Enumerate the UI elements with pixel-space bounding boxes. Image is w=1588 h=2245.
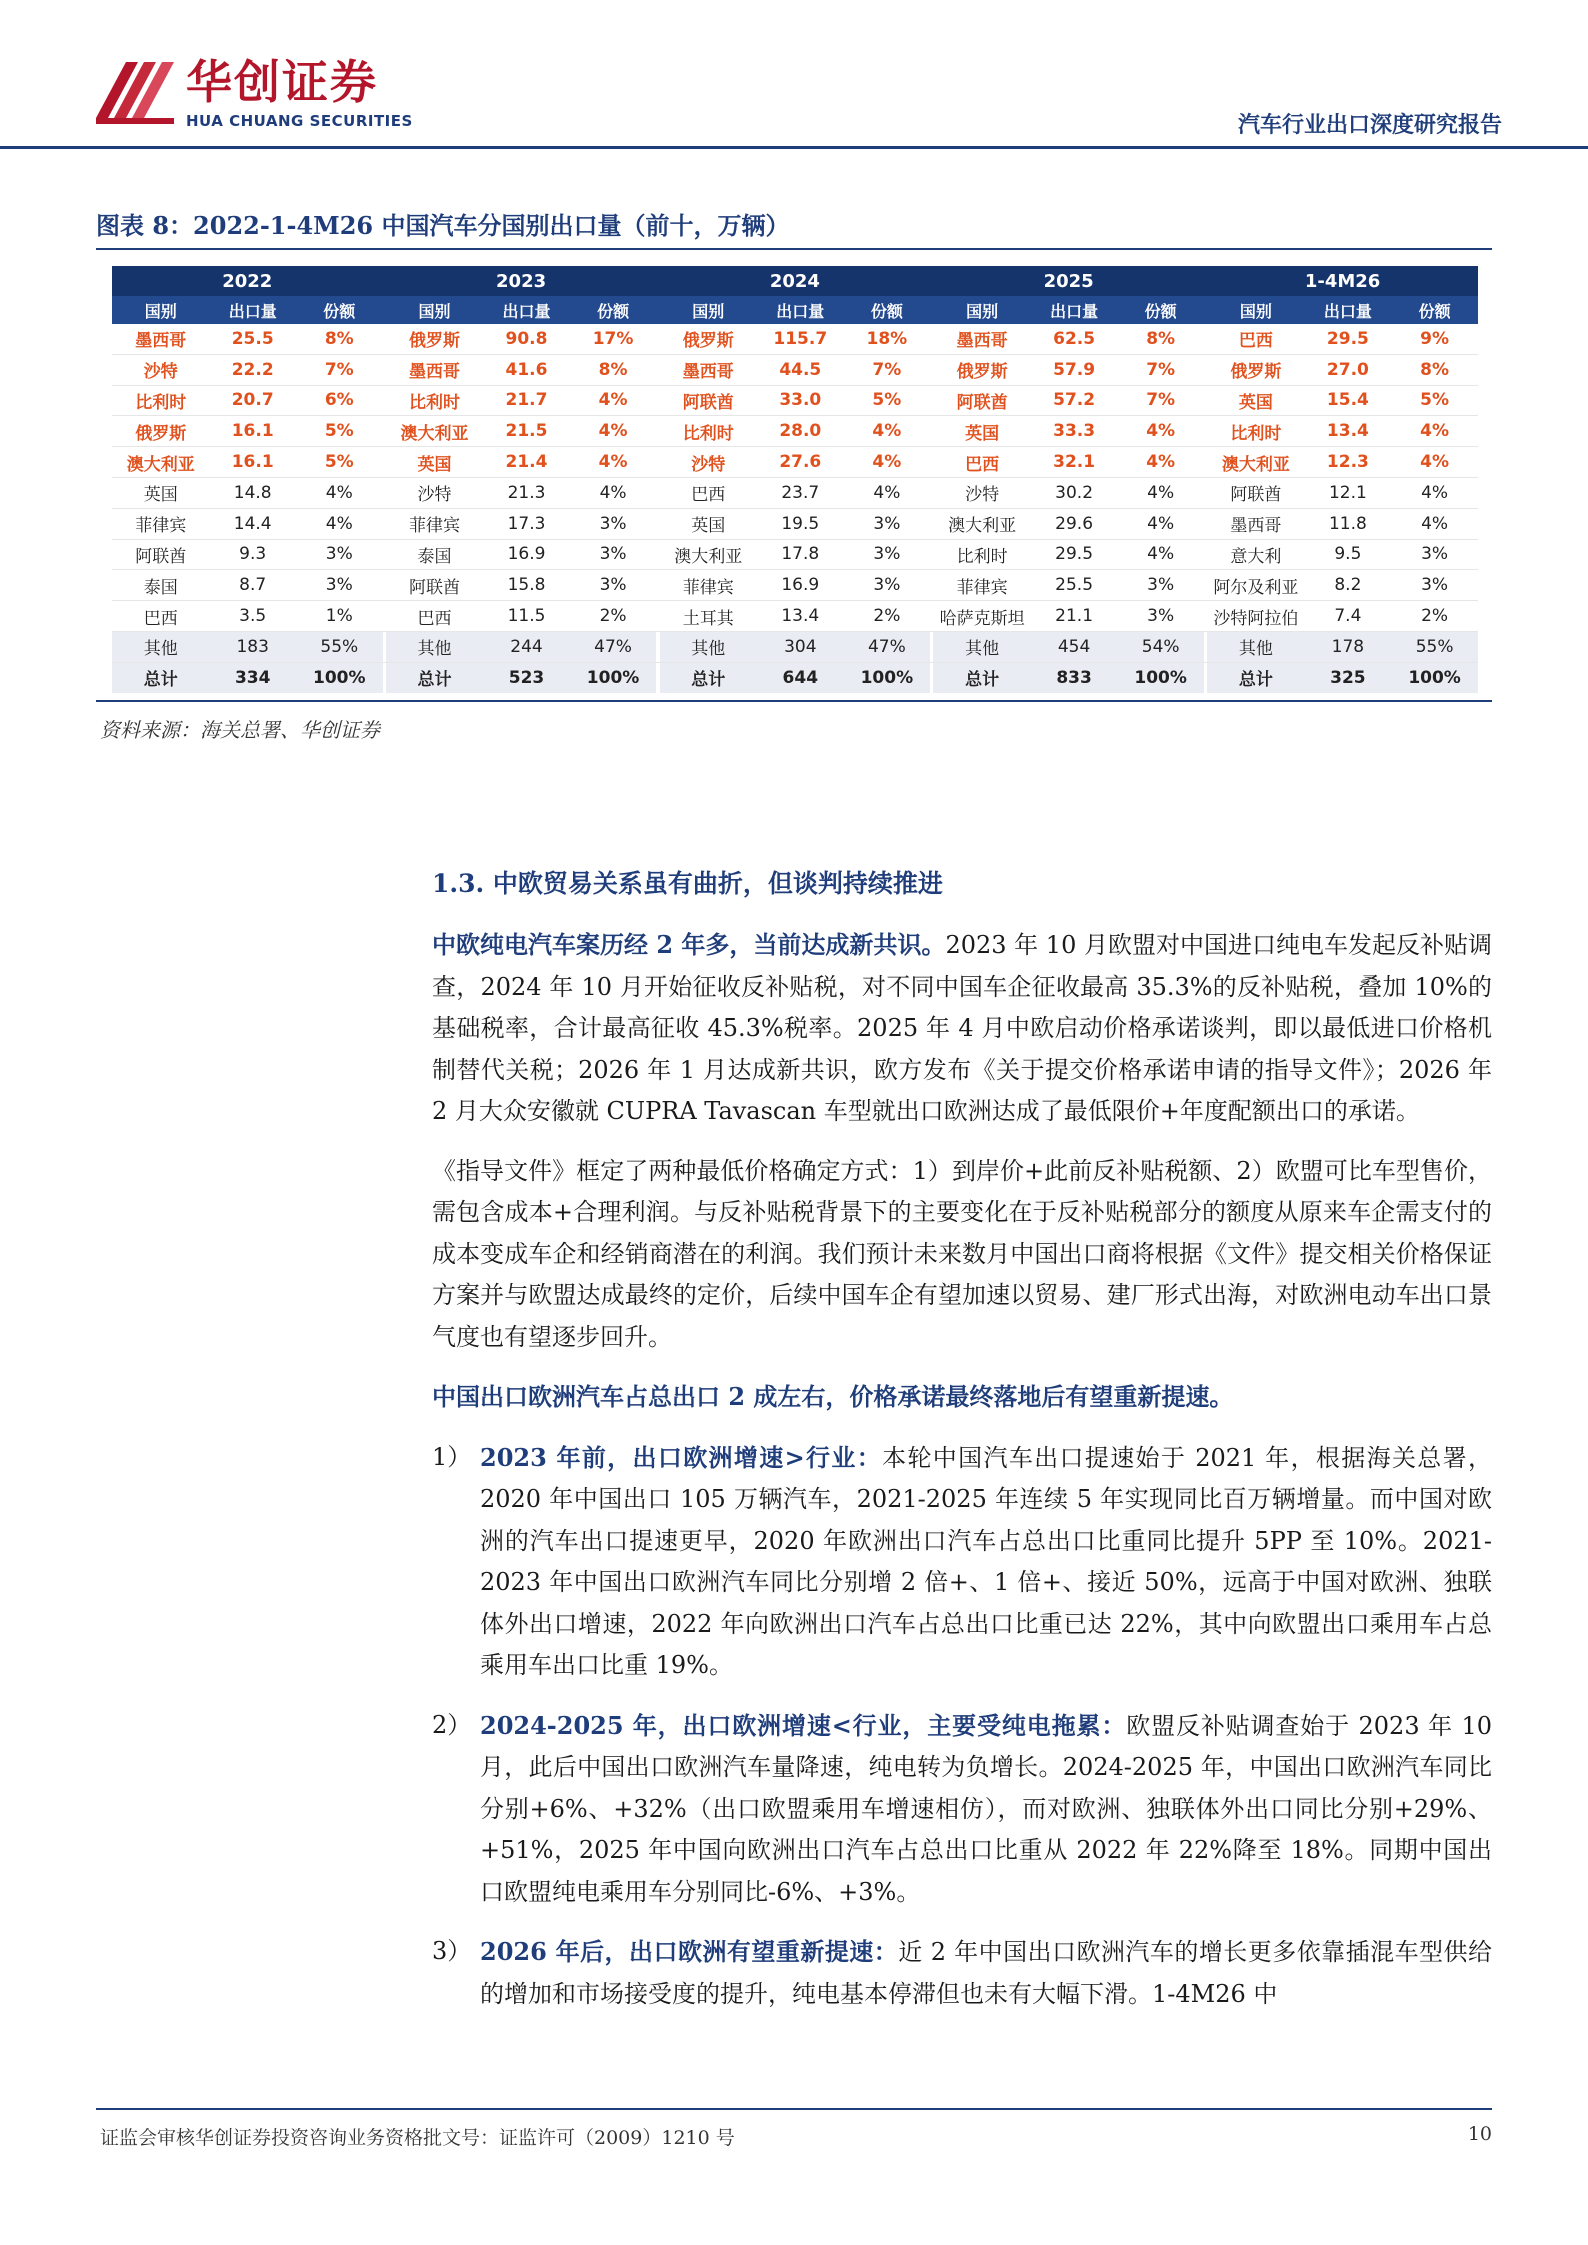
share-cell: 4% [1391, 447, 1478, 478]
volume-cell: 62.5 [1031, 324, 1118, 354]
volume-cell: 11.8 [1305, 508, 1392, 539]
share-cell: 3% [570, 539, 657, 570]
paragraph-1 [432, 924, 1492, 1133]
column-header: 出口量 [757, 296, 844, 324]
share-cell: 3% [1391, 539, 1478, 570]
column-header: 国别 [386, 296, 483, 324]
volume-cell: 44.5 [757, 354, 844, 385]
list-item [432, 1705, 1492, 1914]
section-title: 1.3. 中欧贸易关系虽有曲折，但谈判持续推进 [432, 869, 943, 898]
volume-cell: 22.2 [209, 354, 296, 385]
country-cell: 墨西哥 [1207, 508, 1304, 539]
country-cell: 意大利 [1207, 539, 1304, 570]
country-cell: 沙特 [660, 447, 757, 478]
column-header: 出口量 [1031, 296, 1118, 324]
other-cell: 244 [483, 631, 570, 662]
country-cell: 俄罗斯 [660, 324, 757, 354]
country-cell: 阿联酋 [112, 539, 209, 570]
share-cell: 4% [844, 416, 931, 447]
volume-cell: 3.5 [209, 601, 296, 632]
share-cell: 5% [296, 447, 383, 478]
other-cell: 55% [1391, 631, 1478, 662]
company-logo-icon [96, 56, 176, 126]
other-cell: 其他 [1207, 631, 1304, 662]
country-cell: 菲律宾 [660, 570, 757, 601]
table-row [112, 385, 1478, 416]
list-item-lead: 2026 年后，出口欧洲有望重新提速： [480, 1937, 899, 1966]
list-item-number: 2） [432, 1710, 472, 1739]
share-cell: 5% [844, 385, 931, 416]
volume-cell: 9.5 [1305, 539, 1392, 570]
table-row [112, 508, 1478, 539]
country-cell: 俄罗斯 [1207, 354, 1304, 385]
export-table-container [112, 266, 1478, 693]
country-cell: 墨西哥 [660, 354, 757, 385]
country-cell: 俄罗斯 [933, 354, 1030, 385]
share-cell: 7% [844, 354, 931, 385]
year-header: 2023 [386, 266, 657, 296]
country-cell: 阿尔及利亚 [1207, 570, 1304, 601]
company-name-cn: 华创证券 [186, 55, 378, 109]
share-cell: 4% [1391, 477, 1478, 508]
country-cell: 沙特 [933, 477, 1030, 508]
total-cell: 总计 [112, 662, 209, 692]
country-cell: 英国 [386, 447, 483, 478]
volume-cell: 41.6 [483, 354, 570, 385]
list-item-number: 3） [432, 1937, 472, 1965]
volume-cell: 30.2 [1031, 477, 1118, 508]
volume-cell: 115.7 [757, 324, 844, 354]
total-cell: 100% [570, 662, 657, 692]
volume-cell: 27.0 [1305, 354, 1392, 385]
country-cell: 巴西 [112, 601, 209, 632]
share-cell: 3% [296, 570, 383, 601]
year-header: 2025 [933, 266, 1204, 296]
volume-cell: 15.8 [483, 570, 570, 601]
other-cell: 其他 [112, 631, 209, 662]
other-cell: 304 [757, 631, 844, 662]
column-header: 份额 [296, 296, 383, 324]
total-cell: 总计 [933, 662, 1030, 692]
other-cell: 178 [1305, 631, 1392, 662]
column-header: 份额 [1117, 296, 1204, 324]
share-cell: 7% [296, 354, 383, 385]
header-divider [0, 146, 1588, 149]
share-cell: 9% [1391, 324, 1478, 354]
figure-top-rule [96, 248, 1492, 250]
share-cell: 8% [1117, 324, 1204, 354]
country-cell: 泰国 [112, 570, 209, 601]
list-item-body: 近 2 年中国出口欧洲汽车的增长更多依靠插混车型供给的增加和市场接受度的提升，纯电基本停滞但也未有大幅下滑。1-4M26 中 [480, 1938, 1492, 2008]
country-cell: 巴西 [1207, 324, 1304, 354]
volume-cell: 21.3 [483, 477, 570, 508]
other-cell: 其他 [933, 631, 1030, 662]
table-row [112, 601, 1478, 632]
share-cell: 3% [296, 539, 383, 570]
table-row [112, 477, 1478, 508]
other-cell: 47% [844, 631, 931, 662]
table-row [112, 416, 1478, 447]
share-cell: 4% [570, 477, 657, 508]
paragraph-3-lead: 中国出口欧洲汽车占总出口 2 成左右，价格承诺最终落地后有望重新提速。 [432, 1382, 1234, 1411]
list-item-number: 1） [432, 1442, 472, 1471]
volume-cell: 20.7 [209, 385, 296, 416]
volume-cell: 21.4 [483, 447, 570, 478]
volume-cell: 16.9 [483, 539, 570, 570]
share-cell: 4% [844, 477, 931, 508]
country-cell: 英国 [660, 508, 757, 539]
share-cell: 8% [296, 324, 383, 354]
volume-cell: 14.8 [209, 477, 296, 508]
figure-caption: 图表 8：2022-1-4M26 中国汽车分国别出口量（前十，万辆） [96, 211, 790, 240]
country-cell: 比利时 [1207, 416, 1304, 447]
share-cell: 18% [844, 324, 931, 354]
volume-cell: 19.5 [757, 508, 844, 539]
total-cell: 644 [757, 662, 844, 692]
country-cell: 澳大利亚 [1207, 447, 1304, 478]
column-header: 份额 [570, 296, 657, 324]
share-cell: 4% [1117, 508, 1204, 539]
company-name-en: HUA CHUANG SECURITIES [186, 112, 413, 130]
table-row [112, 354, 1478, 385]
share-cell: 6% [296, 385, 383, 416]
share-cell: 4% [1117, 447, 1204, 478]
table-row [112, 447, 1478, 478]
volume-cell: 32.1 [1031, 447, 1118, 478]
total-cell: 总计 [386, 662, 483, 692]
share-cell: 3% [1117, 570, 1204, 601]
country-cell: 巴西 [660, 477, 757, 508]
volume-cell: 90.8 [483, 324, 570, 354]
country-cell: 澳大利亚 [386, 416, 483, 447]
other-cell: 183 [209, 631, 296, 662]
other-cell: 454 [1031, 631, 1118, 662]
country-cell: 墨西哥 [386, 354, 483, 385]
page-header [0, 0, 1588, 160]
year-header: 2024 [660, 266, 931, 296]
country-cell: 阿联酋 [386, 570, 483, 601]
country-cell: 菲律宾 [386, 508, 483, 539]
column-header: 出口量 [483, 296, 570, 324]
column-header: 国别 [933, 296, 1030, 324]
total-cell: 100% [296, 662, 383, 692]
volume-cell: 12.1 [1305, 477, 1392, 508]
volume-cell: 23.7 [757, 477, 844, 508]
table-row [112, 539, 1478, 570]
total-cell: 总计 [660, 662, 757, 692]
share-cell: 3% [844, 570, 931, 601]
volume-cell: 21.1 [1031, 601, 1118, 632]
total-cell: 100% [1117, 662, 1204, 692]
country-cell: 哈萨克斯坦 [933, 601, 1030, 632]
volume-cell: 8.2 [1305, 570, 1392, 601]
list-item [432, 1931, 1492, 2015]
country-cell: 比利时 [386, 385, 483, 416]
other-cell: 其他 [660, 631, 757, 662]
column-header: 份额 [1391, 296, 1478, 324]
report-body [432, 864, 1492, 2033]
paragraph-1-lead: 中欧纯电汽车案历经 2 年多，当前达成新共识。 [432, 930, 946, 959]
total-cell: 100% [844, 662, 931, 692]
share-cell: 5% [1391, 385, 1478, 416]
share-cell: 1% [296, 601, 383, 632]
column-header: 出口量 [1305, 296, 1392, 324]
volume-cell: 14.4 [209, 508, 296, 539]
share-cell: 3% [844, 539, 931, 570]
volume-cell: 29.5 [1305, 324, 1392, 354]
share-cell: 2% [844, 601, 931, 632]
country-cell: 沙特 [386, 477, 483, 508]
column-header: 国别 [1207, 296, 1304, 324]
list-item [432, 1437, 1492, 1687]
volume-cell: 57.2 [1031, 385, 1118, 416]
share-cell: 7% [1117, 354, 1204, 385]
other-cell: 54% [1117, 631, 1204, 662]
volume-cell: 57.9 [1031, 354, 1118, 385]
paragraph-1-body: 2023 年 10 月欧盟对中国进口纯电车发起反补贴调查，2024 年 10 月开始征收反补贴税，对不同中国车企征收最高 35.3%的反补贴税，叠加 10%的基础税率，合计最高征收 45.3%税率。2025 年 4 月中欧启动价格承诺谈判，即以最低进口价格机制替代关税；2026 年 1 月达成新共识，欧方发布《关于提交价格承诺申请的指导文件》；2026 年 2 月大众安徽就 CUPRA Tavascan 车型就出口欧洲达成了最低限价+年度配额出口的承诺。 [432, 931, 1492, 1125]
page-number: 10 [1467, 2123, 1492, 2145]
country-cell: 英国 [1207, 385, 1304, 416]
country-cell: 菲律宾 [933, 570, 1030, 601]
country-cell: 巴西 [386, 601, 483, 632]
total-cell: 334 [209, 662, 296, 692]
share-cell: 3% [1391, 570, 1478, 601]
column-header: 份额 [844, 296, 931, 324]
total-cell: 523 [483, 662, 570, 692]
other-cell: 47% [570, 631, 657, 662]
volume-cell: 33.0 [757, 385, 844, 416]
volume-cell: 27.6 [757, 447, 844, 478]
volume-cell: 11.5 [483, 601, 570, 632]
total-cell: 833 [1031, 662, 1118, 692]
volume-cell: 15.4 [1305, 385, 1392, 416]
share-cell: 4% [1117, 539, 1204, 570]
country-cell: 比利时 [933, 539, 1030, 570]
column-header: 国别 [660, 296, 757, 324]
country-cell: 阿联酋 [933, 385, 1030, 416]
share-cell: 3% [570, 508, 657, 539]
share-cell: 8% [570, 354, 657, 385]
volume-cell: 21.7 [483, 385, 570, 416]
volume-cell: 16.1 [209, 416, 296, 447]
volume-cell: 8.7 [209, 570, 296, 601]
country-cell: 巴西 [933, 447, 1030, 478]
share-cell: 4% [1117, 477, 1204, 508]
volume-cell: 17.8 [757, 539, 844, 570]
share-cell: 4% [570, 447, 657, 478]
share-cell: 3% [844, 508, 931, 539]
country-cell: 阿联酋 [1207, 477, 1304, 508]
share-cell: 3% [570, 570, 657, 601]
share-cell: 4% [1391, 416, 1478, 447]
country-cell: 阿联酋 [660, 385, 757, 416]
volume-cell: 17.3 [483, 508, 570, 539]
other-cell: 55% [296, 631, 383, 662]
figure-bottom-rule [96, 700, 1492, 702]
volume-cell: 16.9 [757, 570, 844, 601]
share-cell: 4% [844, 447, 931, 478]
country-cell: 菲律宾 [112, 508, 209, 539]
country-cell: 澳大利亚 [112, 447, 209, 478]
volume-cell: 16.1 [209, 447, 296, 478]
share-cell: 2% [570, 601, 657, 632]
country-cell: 比利时 [112, 385, 209, 416]
column-header: 出口量 [209, 296, 296, 324]
share-cell: 4% [570, 416, 657, 447]
table-row [112, 324, 1478, 354]
volume-cell: 33.3 [1031, 416, 1118, 447]
figure-source: 资料来源：海关总署、华创证券 [100, 718, 380, 742]
country-cell: 沙特 [112, 354, 209, 385]
total-cell: 325 [1305, 662, 1392, 692]
volume-cell: 13.4 [1305, 416, 1392, 447]
volume-cell: 29.6 [1031, 508, 1118, 539]
share-cell: 5% [296, 416, 383, 447]
country-cell: 澳大利亚 [933, 508, 1030, 539]
share-cell: 8% [1391, 354, 1478, 385]
country-cell: 墨西哥 [933, 324, 1030, 354]
country-cell: 俄罗斯 [386, 324, 483, 354]
share-cell: 7% [1117, 385, 1204, 416]
volume-cell: 25.5 [209, 324, 296, 354]
country-cell: 比利时 [660, 416, 757, 447]
footer-divider [96, 2108, 1492, 2110]
list-item-lead: 2024-2025 年，出口欧洲增速<行业，主要受纯电拖累： [480, 1710, 1127, 1740]
country-cell: 英国 [112, 477, 209, 508]
share-cell: 4% [1391, 508, 1478, 539]
column-header: 国别 [112, 296, 209, 324]
country-cell: 俄罗斯 [112, 416, 209, 447]
country-cell: 泰国 [386, 539, 483, 570]
volume-cell: 13.4 [757, 601, 844, 632]
volume-cell: 29.5 [1031, 539, 1118, 570]
other-cell: 其他 [386, 631, 483, 662]
other-row [112, 631, 1478, 662]
volume-cell: 12.3 [1305, 447, 1392, 478]
footer-license: 证监会审核华创证券投资咨询业务资格批文号：证监许可（2009）1210 号 [100, 2127, 735, 2149]
year-header: 2022 [112, 266, 383, 296]
volume-cell: 25.5 [1031, 570, 1118, 601]
paragraph-2: 《指导文件》框定了两种最低价格确定方式：1）到岸价+此前反补贴税额、2）欧盟可比车型售价，需包含成本+合理利润。与反补贴税背景下的主要变化在于反补贴税部分的额度从原来车企需支付的成本变成车企和经销商潜在的利润。我们预计未来数月中国出口商将根据《文件》提交相关价格保证方案并与欧盟达成最终的定价，后续中国车企有望加速以贸易、建厂形式出海，对欧洲电动车出口景气度也有望逐步回升。 [432, 1156, 1492, 1351]
country-cell: 沙特阿拉伯 [1207, 601, 1304, 632]
share-cell: 4% [296, 477, 383, 508]
list-item-lead: 2023 年前，出口欧洲增速>行业： [480, 1442, 883, 1472]
country-cell: 土耳其 [660, 601, 757, 632]
total-cell: 100% [1391, 662, 1478, 692]
share-cell: 3% [1117, 601, 1204, 632]
share-cell: 17% [570, 324, 657, 354]
country-cell: 墨西哥 [112, 324, 209, 354]
volume-cell: 21.5 [483, 416, 570, 447]
share-cell: 4% [296, 508, 383, 539]
report-title: 汽车行业出口深度研究报告 [1237, 113, 1502, 138]
total-row [112, 662, 1478, 692]
list-item-body: 本轮中国汽车出口提速始于 2021 年，根据海关总署，2020 年中国出口 105 万辆汽车，2021-2025 年连续 5 年实现同比百万辆增量。而中国对欧洲的汽车出口提速更早，2020 年欧洲出口汽车占总出口比重同比提升 5PP 至 10%。2021-2023 年中国出口欧洲汽车同比分别增 2 倍+、1 倍+、接近 50%，远高于中国对欧洲、独联体外出口增速，2022 年向欧洲出口汽车占总出口比重已达 22%，其中向欧盟出口乘用车占总乘用车出口比重 19%。 [480, 1443, 1493, 1679]
share-cell: 4% [1117, 416, 1204, 447]
total-cell: 总计 [1207, 662, 1304, 692]
country-cell: 澳大利亚 [660, 539, 757, 570]
list-item-body: 欧盟反补贴调查始于 2023 年 10 月，此后中国出口欧洲汽车量降速，纯电转为负增长。2024-2025 年，中国出口欧洲汽车同比分别+6%、+32%（出口欧盟乘用车增速相仿），而对欧洲、独联体外出口同比分别+29%、+51%，2025 年中国向欧洲出口汽车占总出口比重从 2022 年 22%降至 18%。同期中国出口欧盟纯电乘用车分别同比-6%、+3%。 [480, 1711, 1492, 1906]
year-header: 1-4M26 [1207, 266, 1478, 296]
export-by-country-table [112, 266, 1478, 693]
volume-cell: 7.4 [1305, 601, 1392, 632]
volume-cell: 9.3 [209, 539, 296, 570]
share-cell: 2% [1391, 601, 1478, 632]
share-cell: 4% [570, 385, 657, 416]
volume-cell: 28.0 [757, 416, 844, 447]
country-cell: 英国 [933, 416, 1030, 447]
table-row [112, 570, 1478, 601]
paragraph-3 [432, 1376, 1492, 1419]
